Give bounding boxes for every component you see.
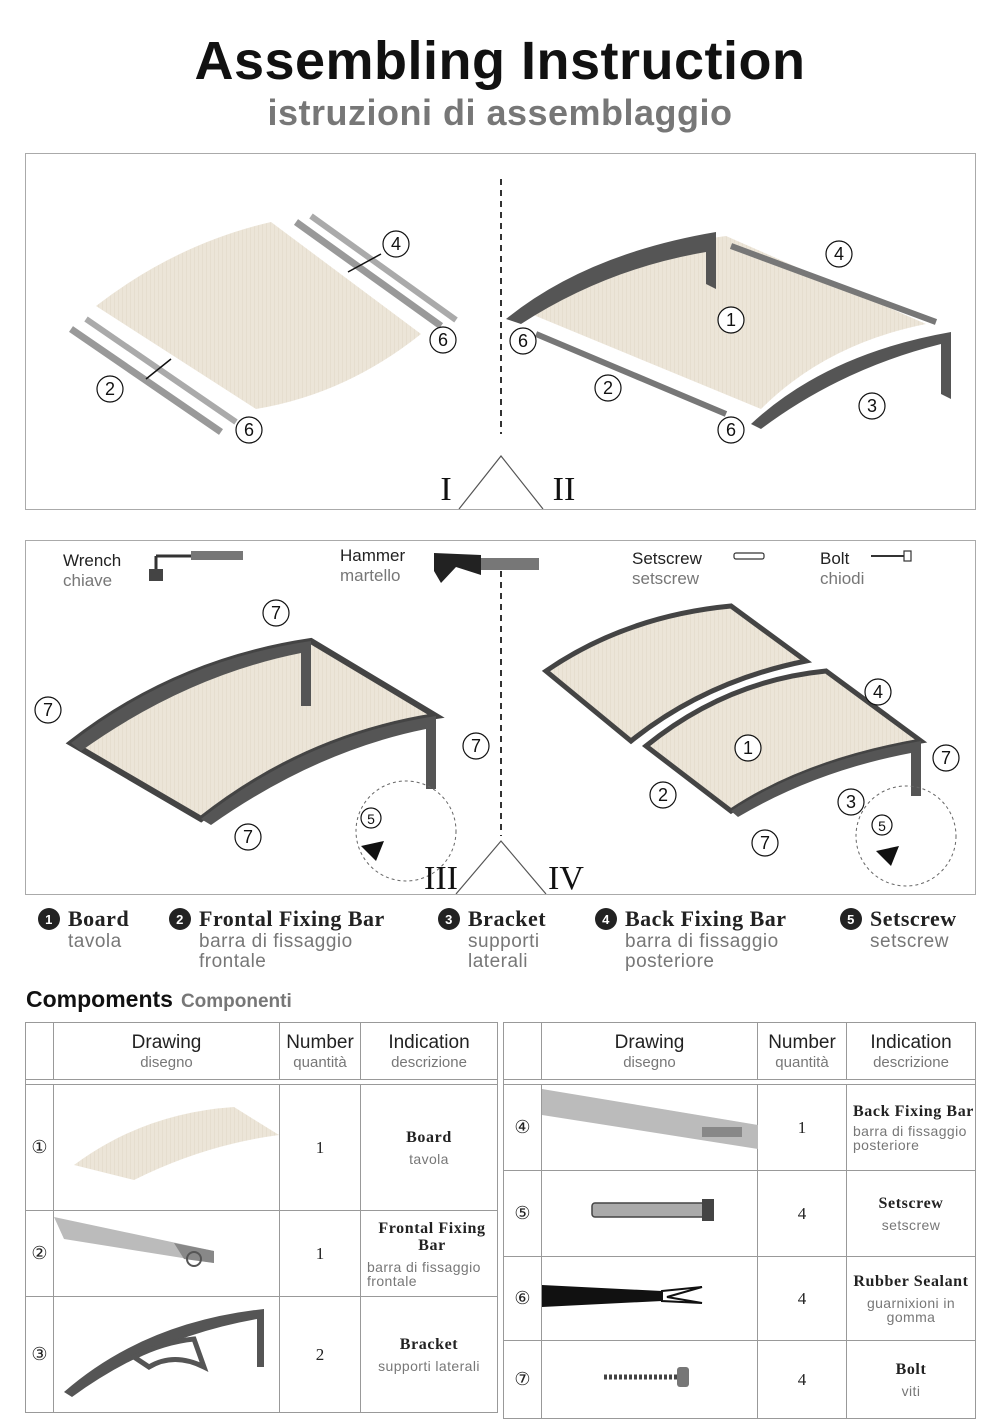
table-header-row (504, 1023, 976, 1080)
table-header-indication: Indication descrizione (847, 1023, 976, 1080)
callout-circle (361, 808, 381, 828)
legend-item-bracket: 3 Bracket supporti laterali (438, 906, 568, 972)
callout-circle (510, 328, 536, 354)
svg-text:4: 4 (390, 234, 402, 254)
svg-text:6: 6 (725, 420, 737, 440)
svg-text:4: 4 (872, 682, 884, 702)
tool-hammer: Hammer martello (340, 546, 406, 585)
callout-circle (430, 327, 456, 353)
drawing-bracket (54, 1297, 280, 1413)
table-row: ⑤ 4 Setscrew setscrew (504, 1171, 976, 1257)
table-row: ⑥ 4 Rubber Sealant guarnixioni in gomma (504, 1257, 976, 1341)
callout-circle (826, 241, 852, 267)
svg-text:5: 5 (878, 818, 886, 834)
svg-text:2: 2 (602, 378, 614, 398)
svg-text:4: 4 (833, 244, 845, 264)
table-row: ③ 2 Bracket supporti laterali (26, 1297, 498, 1413)
svg-text:7: 7 (759, 833, 771, 853)
table-row: ④ 1 Back Fixing Bar barra di fissaggio posteriore (504, 1085, 976, 1171)
hammer-detail-icon (876, 846, 899, 866)
svg-text:3: 3 (866, 396, 878, 416)
svg-text:6: 6 (437, 330, 449, 350)
callout-circle (752, 830, 778, 856)
table-header-indication: Indication descrizione (361, 1023, 498, 1080)
callout-circle (595, 375, 621, 401)
svg-text:5: 5 (367, 811, 375, 827)
callout-circle (383, 231, 409, 257)
components-table-right (503, 1022, 976, 1419)
callout-circle (263, 600, 289, 626)
drawing-setscrew (542, 1171, 758, 1257)
tool-wrench: Wrench chiave (63, 551, 122, 590)
hammer-icon (434, 553, 539, 583)
svg-text:2: 2 (104, 379, 116, 399)
steps-panel-1 (25, 153, 976, 510)
step-label-iv: IV (548, 860, 584, 894)
svg-text:7: 7 (470, 736, 482, 756)
legend-item-board: 1 Board tavola (38, 906, 129, 952)
table-header-drawing: Drawing disegno (542, 1023, 758, 1080)
tool-setscrew: Setscrew setscrew (632, 549, 702, 588)
svg-text:3: 3 (845, 792, 857, 812)
table-header-empty (26, 1023, 54, 1080)
step-divider-tip (459, 456, 543, 509)
tool-bolt: Bolt chiodi (820, 549, 865, 588)
svg-text:7: 7 (940, 748, 952, 768)
drawing-frontal-bar (54, 1211, 280, 1297)
steps-2-diagram (26, 541, 975, 894)
callout-circle (35, 697, 61, 723)
svg-text:7: 7 (242, 827, 254, 847)
svg-text:7: 7 (42, 700, 54, 720)
svg-text:6: 6 (517, 331, 529, 351)
table-header-empty (504, 1023, 542, 1080)
table-header-number: Number quantità (758, 1023, 847, 1080)
callout-circle (650, 782, 676, 808)
drawing-back-bar (542, 1085, 758, 1171)
page-subtitle: istruzioni di assemblaggio (267, 92, 733, 133)
callout-circle (859, 393, 885, 419)
legend-item-back-bar: 4 Back Fixing Bar barra di fissaggio posteriore (595, 906, 815, 972)
legend-item-setscrew: 5 Setscrew setscrew (840, 906, 957, 952)
setscrew-icon (734, 553, 764, 559)
drawing-rubber-sealant (542, 1257, 758, 1341)
step-label-ii: II (552, 471, 576, 508)
steps-1-diagram (26, 154, 975, 509)
callout-circle (872, 815, 892, 835)
svg-text:7: 7 (270, 603, 282, 623)
step-label-iii: III (424, 860, 458, 894)
legend-item-frontal-bar: 2 Frontal Fixing Bar barra di fissaggio frontale (169, 906, 399, 972)
callout-circle (735, 735, 761, 761)
callout-circle (463, 733, 489, 759)
detail-inset (856, 786, 956, 886)
components-table-left (25, 1022, 498, 1413)
callout-circle (933, 745, 959, 771)
svg-text:1: 1 (742, 738, 754, 758)
table-header-drawing: Drawing disegno (54, 1023, 280, 1080)
callout-circle (718, 307, 744, 333)
svg-text:1: 1 (725, 310, 737, 330)
table-header-number: Number quantità (280, 1023, 361, 1080)
table-header-row (26, 1023, 498, 1080)
callout-circle (235, 824, 261, 850)
drawing-board (54, 1085, 280, 1211)
svg-text:2: 2 (657, 785, 669, 805)
page-title: Assembling Instruction (194, 31, 806, 91)
callout-circle (97, 376, 123, 402)
step-divider-tip (456, 841, 546, 894)
callout-circle (865, 679, 891, 705)
steps-panel-2 (25, 540, 976, 895)
callout-circle (236, 417, 262, 443)
table-row: ⑦ 4 Bolt viti (504, 1341, 976, 1419)
drawing-bolt (542, 1341, 758, 1419)
callout-circle (718, 417, 744, 443)
wrench-icon (149, 551, 243, 581)
table-row: ① 1 Board tavola (26, 1085, 498, 1211)
callout-circle (838, 789, 864, 815)
step-label-i: I (440, 471, 452, 508)
svg-text:6: 6 (243, 420, 255, 440)
bolt-icon (871, 551, 911, 561)
components-title: Compoments Componenti (26, 986, 292, 1012)
table-row: ② 1 Frontal Fixing Bar barra di fissaggio frontale (26, 1211, 498, 1297)
